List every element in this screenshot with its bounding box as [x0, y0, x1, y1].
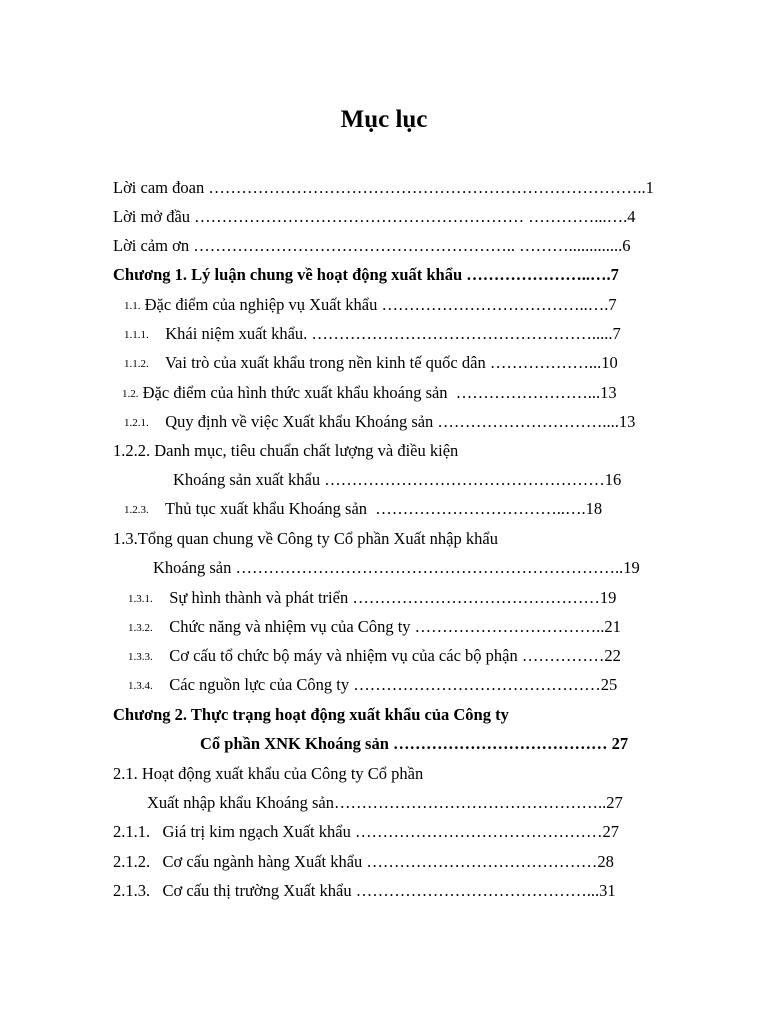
toc-entry-text: Lời mở đầu …………………………………………………… …………...….4: [113, 207, 636, 226]
toc-entry-text: Vai trò của xuất khẩu trong nền kinh tế quốc dân ………………...10: [164, 353, 618, 372]
toc-entry-number: 1.2.3.: [124, 504, 149, 516]
toc-entry-text: Cơ cấu tổ chức bộ máy và nhiệm vụ của các bộ phận ……………22: [169, 646, 621, 665]
toc-entry-number: 1.2.1.: [124, 417, 149, 429]
toc-entry-text: 2.1. Hoạt động xuất khẩu của Công ty Cổ phần: [113, 764, 424, 783]
toc-entry-text: Các nguồn lực của Công ty ………………………………………25: [169, 675, 618, 694]
toc-entry-text: Quy định về việc Xuất khẩu Khoáng sản …………………………....13: [165, 412, 636, 431]
toc-entry-text: Xuất nhập khẩu Khoáng sản…………………………………………..27: [147, 793, 623, 812]
toc-chapter-heading: [113, 264, 619, 286]
toc-entry: [122, 382, 617, 405]
toc-entry: [124, 323, 621, 346]
toc-entry-text: 2.1.3. Cơ cấu thị trường Xuất khẩu ……………………………………...31: [113, 881, 616, 900]
toc-entry-number: 1.2.: [122, 388, 139, 400]
toc-entry: [124, 411, 635, 434]
toc-entry-text: Khoáng sản ……………………………………………………………..19: [153, 558, 640, 577]
toc-entry: [128, 645, 621, 668]
toc-entry: [113, 821, 619, 843]
toc-entry-number: 1.1.2.: [124, 358, 149, 370]
toc-entry-text: 1.2.2. Danh mục, tiêu chuẩn chất lượng và điều kiện: [113, 441, 459, 460]
toc-entry: [128, 587, 616, 610]
toc-entry-number: 1.3.2.: [128, 622, 153, 634]
toc-entry: [113, 206, 636, 228]
toc-entry-continued: [147, 792, 623, 814]
toc-entry-continued: [153, 557, 640, 579]
toc-entry-number: 1.3.1.: [128, 593, 153, 605]
toc-entry-text: Chức năng và nhiệm vụ của Công ty ……………………………..21: [169, 617, 621, 636]
toc-entry-text: Đặc điểm của nghiệp vụ Xuất khẩu ………………………………..….7: [144, 295, 617, 314]
toc-entry: [113, 763, 423, 785]
toc-entry-text: Khái niệm xuất khẩu. …………………………………………….....7: [165, 324, 621, 343]
toc-entry-text: Thủ tục xuất khẩu Khoáng sản ……………………………..….18: [164, 499, 603, 518]
toc-entry-text: 1.3.Tổng quan chung về Công ty Cổ phần Xuất nhập khẩu: [113, 529, 498, 548]
toc-entry-number: 1.3.3.: [128, 651, 153, 663]
toc-entry-number: 1.1.1.: [124, 329, 149, 341]
toc-entry: [124, 352, 618, 375]
toc-entry: [113, 851, 614, 873]
toc-entry-text: Khoáng sản xuất khẩu ……………………………………………16: [173, 470, 622, 489]
toc-entry-text: 2.1.2. Cơ cấu ngành hàng Xuất khẩu ……………………………………28: [113, 852, 614, 871]
toc-entry-text: Lời cảm ơn ………………………………………………….. ……….............6: [113, 236, 631, 255]
toc-entry-text: Đặc điểm của hình thức xuất khẩu khoáng sản ……………………...13: [142, 383, 617, 402]
toc-entry: [124, 294, 617, 317]
toc-entry-text: Lời cam đoan ……………………………………………………………………..1: [113, 178, 654, 197]
toc-entry-number: 1.3.4.: [128, 680, 153, 692]
toc-entry: [113, 177, 654, 199]
toc-entry-number: 1.1.: [124, 300, 141, 312]
toc-chapter-heading-continued: [200, 733, 628, 755]
toc-entry-text: Sự hình thành và phát triển ………………………………………19: [169, 588, 617, 607]
toc-entry-text: Cổ phần XNK Khoáng sản ………………………………… 27: [200, 734, 629, 753]
toc-entry: [113, 440, 458, 462]
toc-entry: [124, 498, 602, 521]
toc-entry: [128, 616, 621, 639]
toc-entry: [113, 880, 616, 902]
toc-entry-continued: [173, 469, 621, 491]
toc-entry-text: Chương 1. Lý luận chung về hoạt động xuất khẩu …………………..….7: [113, 265, 619, 284]
toc-chapter-heading: [113, 704, 509, 726]
toc-entry-text: 2.1.1. Giá trị kim ngạch Xuất khẩu ………………………………………27: [113, 822, 619, 841]
page-title: Mục lục: [340, 106, 428, 133]
toc-entry: [113, 528, 498, 550]
toc-entry: [128, 674, 617, 697]
toc-entry: [113, 235, 630, 257]
toc-entry-text: Chương 2. Thực trạng hoạt động xuất khẩu của Công ty: [113, 705, 509, 724]
